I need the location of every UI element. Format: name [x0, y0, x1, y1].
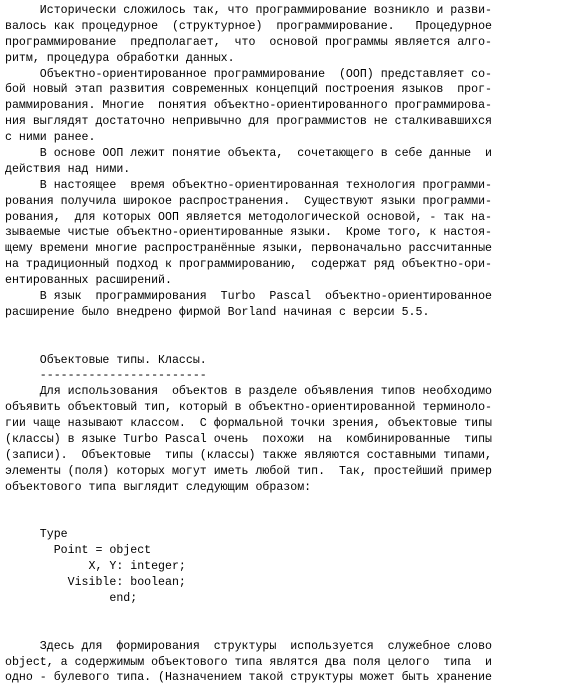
- text-line: рования, для которых ООП является методологической основой, - так на-: [5, 210, 493, 224]
- blank-line: [5, 512, 569, 528]
- code-line: end;: [5, 591, 138, 605]
- text-line: Здесь для формирования структуры используется служебное слово: [5, 639, 493, 653]
- text-line: щему времени многие распространённые языки, первоначально рассчитанные: [5, 242, 493, 256]
- code-line: Visible: boolean;: [5, 576, 186, 590]
- document-text: [5, 3, 569, 686]
- text-line: В язык программирования Turbo Pascal объектно-ориентированное: [5, 290, 493, 304]
- text-line: объявить объектовый тип, который в объектно-ориентированной терминоло-: [5, 401, 493, 415]
- blank-line: [5, 337, 569, 353]
- text-line: элементы (поля) которых могут иметь любой тип. Так, простейший пример: [5, 464, 493, 478]
- heading-underline: ------------------------: [5, 369, 207, 383]
- text-line: Объектно-ориентированное программирование (ООП) представляет со-: [5, 67, 493, 81]
- code-line: X, Y: integer;: [5, 560, 186, 574]
- blank-line: [5, 607, 569, 623]
- text-line: Для использования объектов в разделе объявления типов необходимо: [5, 385, 493, 399]
- text-line: объектового типа выглядит следующим образом:: [5, 480, 312, 494]
- text-line: расширение было внедрено фирмой Borland начиная с версии 5.5.: [5, 305, 430, 319]
- section-heading: Объектовые типы. Классы.: [5, 353, 207, 367]
- blank-line: [5, 496, 569, 512]
- text-line: программирование предполагает, что основой программы является алго-: [5, 35, 493, 49]
- text-line: с ними ранее.: [5, 131, 96, 145]
- text-line: на традиционный подход к программированию, содержат ряд объектно-ори-: [5, 258, 493, 272]
- text-line: ритм, процедура обработки данных.: [5, 51, 235, 65]
- text-line: ентированных расширений.: [5, 274, 172, 288]
- blank-line: [5, 623, 569, 639]
- text-line: зываемые чистые объектно-ориентированные языки. Кроме того, к настоя-: [5, 226, 493, 240]
- code-line: Point = object: [5, 544, 152, 558]
- text-line: бой новый этап развития современных концепций построения языков прог-: [5, 83, 493, 97]
- blank-line: [5, 321, 569, 337]
- text-line: (классы) в языке Turbo Pascal очень похожи на комбинированные типы: [5, 433, 493, 447]
- code-line: Type: [5, 528, 68, 542]
- text-line: гии чаще называют классом. С формальной точки зрения, объектовые типы: [5, 417, 493, 431]
- text-line: рования получила широкое распространения. Существуют языки программи-: [5, 194, 493, 208]
- text-line: действия над ними.: [5, 162, 131, 176]
- text-line: (записи). Объектовые типы (классы) также являются составными типами,: [5, 448, 493, 462]
- text-line: валось как процедурное (структурное) программирование. Процедурное: [5, 19, 493, 33]
- text-line: Исторически сложилось так, что программирование возникло и разви-: [5, 4, 493, 17]
- text-line: object, а содержимым объектового типа являтся два поля целого типа и: [5, 655, 493, 669]
- text-line: ния выглядят достаточно непривычно для программистов не сталкивавшихся: [5, 115, 493, 129]
- text-line: В основе ООП лежит понятие объекта, сочетающего в себе данные и: [5, 147, 493, 161]
- text-line: В настоящее время объектно-ориентированная технология программи-: [5, 178, 493, 192]
- text-line: раммирования. Многие понятия объектно-ориентированного программирова-: [5, 99, 493, 113]
- text-line: одно - булевого типа. (Назначением такой структуры может быть хранение: [5, 671, 493, 685]
